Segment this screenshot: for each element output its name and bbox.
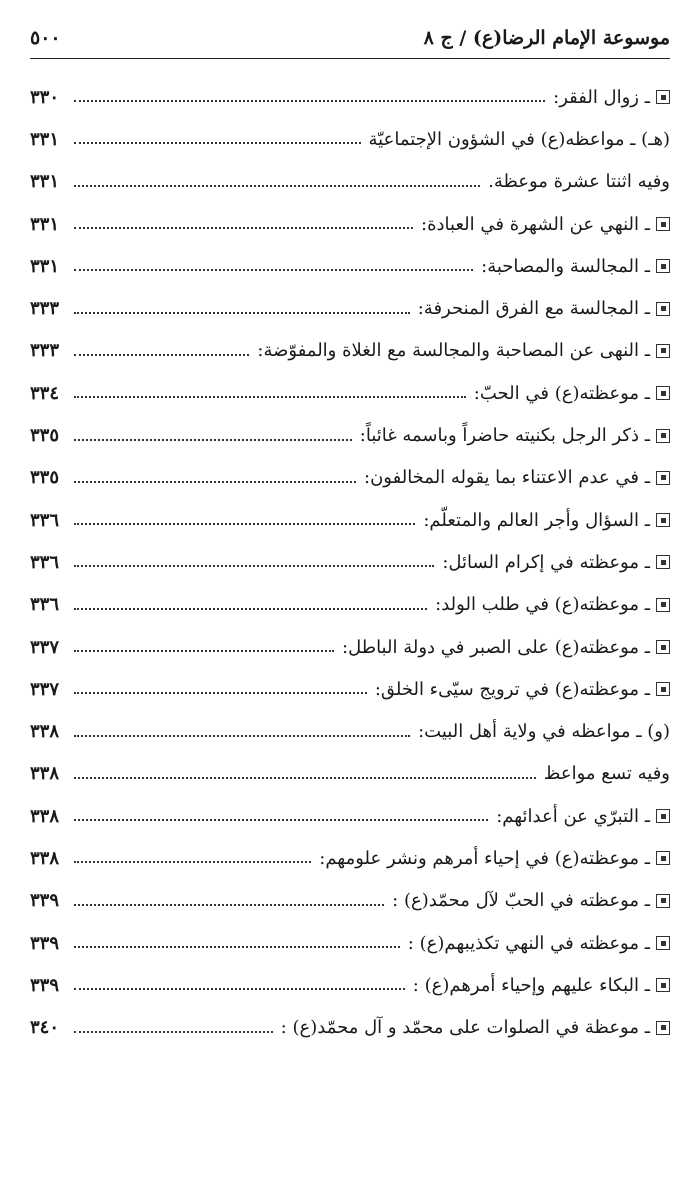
- toc-entry-page: ٣٣٨: [30, 847, 60, 869]
- square-bullet-icon: [656, 513, 670, 527]
- toc-entry-title: ـ موعظته(ع) في ترويج سيّىء الخلق:: [374, 678, 650, 700]
- dot-leader: [74, 777, 536, 779]
- toc-entry-title: (هـ) ـ مواعظه(ع) في الشؤون الإجتماعيّة: [368, 128, 670, 150]
- square-bullet-icon: [656, 217, 670, 231]
- dot-leader: [74, 185, 480, 187]
- toc-entry-page: ٣٣٨: [30, 763, 60, 785]
- toc-entry-page: ٣٣٥: [30, 467, 60, 489]
- toc-entry-page: ٣٣١: [30, 128, 60, 150]
- toc-entry-page: ٣٣٣: [30, 340, 60, 362]
- toc-entry-title: ـ موعظته في الحبّ لآل محمّد(ع) :: [392, 890, 650, 912]
- toc-entry-title: ـ ذكر الرجل بكنيته حاضراً وباسمه غائباً:: [359, 425, 650, 447]
- dot-leader: [74, 904, 384, 906]
- toc-entry-page: ٣٣٦: [30, 509, 60, 531]
- square-bullet-icon: [656, 809, 670, 823]
- toc-entry: [30, 330, 670, 372]
- dot-leader: [74, 481, 356, 483]
- dot-leader: [74, 735, 410, 737]
- toc-entry-title: ـ السؤال وأجر العالم والمتعلّم:: [423, 509, 650, 531]
- toc-entry-page: ٣٣٦: [30, 594, 60, 616]
- toc-entry: [30, 710, 670, 752]
- toc-entry: [30, 541, 670, 583]
- toc-entry-page: ٣٣٨: [30, 721, 60, 743]
- toc-entry-title: ـ موعظته(ع) في إحياء أمرهم ونشر علومهم:: [319, 847, 650, 869]
- toc-entry: [30, 964, 670, 1006]
- toc-entry-title: ـ في عدم الاعتناء بما يقوله المخالفون:: [364, 467, 650, 489]
- table-of-contents: [30, 76, 670, 1049]
- toc-entry-title: ـ موعظته في النهي تكذيبهم(ع) :: [407, 932, 650, 954]
- toc-entry: [30, 499, 670, 541]
- toc-entry-page: ٣٣١: [30, 213, 60, 235]
- toc-entry-title: ـ البكاء عليهم وإحياء أمرهم(ع) :: [412, 974, 650, 996]
- toc-entry-page: ٣٣١: [30, 171, 60, 193]
- toc-entry-title: ـ النهى عن المصاحبة والمجالسة مع الغلاة والمفوّضة:: [257, 340, 650, 362]
- dot-leader: [74, 819, 488, 821]
- toc-entry: [30, 668, 670, 710]
- toc-entry-title: ـ موعظته في إكرام السائل:: [442, 551, 650, 573]
- dot-leader: [74, 354, 249, 356]
- toc-entry-title: (و) ـ مواعظه في ولاية أهل البيت:: [418, 721, 670, 743]
- toc-entry-page: ٣٣٨: [30, 805, 60, 827]
- toc-entry: [30, 118, 670, 160]
- toc-entry: [30, 414, 670, 456]
- toc-entry-page: ٣٣٥: [30, 425, 60, 447]
- dot-leader: [74, 227, 413, 229]
- page-number: ٥٠٠: [30, 27, 61, 49]
- dot-leader: [74, 396, 466, 398]
- dot-leader: [74, 269, 473, 271]
- dot-leader: [74, 692, 367, 694]
- toc-entry-page: ٣٣٧: [30, 678, 60, 700]
- square-bullet-icon: [656, 302, 670, 316]
- toc-entry: [30, 626, 670, 668]
- toc-entry-title: ـ النهي عن الشهرة في العبادة:: [421, 213, 650, 235]
- toc-entry-title: وفيه تسع مواعظ: [543, 763, 670, 785]
- toc-entry: [30, 837, 670, 879]
- toc-entry: [30, 76, 670, 118]
- square-bullet-icon: [656, 90, 670, 104]
- toc-entry-title: ـ موعظة في الصلوات على محمّد و آل محمّد(ع) :: [280, 1017, 650, 1039]
- square-bullet-icon: [656, 640, 670, 654]
- toc-entry-title: ـ التبرّي عن أعدائهم:: [496, 805, 650, 827]
- square-bullet-icon: [656, 1021, 670, 1035]
- toc-entry: [30, 880, 670, 922]
- toc-entry-page: ٣٣٧: [30, 636, 60, 658]
- toc-entry: [30, 795, 670, 837]
- square-bullet-icon: [656, 471, 670, 485]
- toc-entry-page: ٣٤٠: [30, 1017, 60, 1039]
- square-bullet-icon: [656, 682, 670, 696]
- toc-entry: [30, 372, 670, 414]
- dot-leader: [74, 946, 400, 948]
- toc-entry: [30, 584, 670, 626]
- dot-leader: [74, 100, 545, 102]
- toc-entry-page: ٣٣٩: [30, 974, 60, 996]
- dot-leader: [74, 523, 415, 525]
- dot-leader: [74, 439, 352, 441]
- toc-entry-title: ـ المجالسة والمصاحبة:: [481, 255, 650, 277]
- page-header: [30, 18, 670, 59]
- toc-entry-page: ٣٣٩: [30, 932, 60, 954]
- toc-entry-page: ٣٣١: [30, 255, 60, 277]
- square-bullet-icon: [656, 936, 670, 950]
- dot-leader: [74, 312, 410, 314]
- toc-entry-title: ـ موعظته(ع) في طلب الولد:: [435, 594, 650, 616]
- dot-leader: [74, 1031, 273, 1033]
- toc-entry: [30, 161, 670, 203]
- square-bullet-icon: [656, 429, 670, 443]
- toc-entry: [30, 922, 670, 964]
- square-bullet-icon: [656, 386, 670, 400]
- toc-entry-title: ـ زوال الفقر:: [553, 86, 650, 108]
- toc-entry-page: ٣٣٦: [30, 551, 60, 573]
- toc-entry-page: ٣٣٩: [30, 890, 60, 912]
- square-bullet-icon: [656, 598, 670, 612]
- dot-leader: [74, 565, 434, 567]
- toc-entry: [30, 753, 670, 795]
- dot-leader: [74, 988, 405, 990]
- dot-leader: [74, 142, 361, 144]
- toc-entry: [30, 203, 670, 245]
- square-bullet-icon: [656, 555, 670, 569]
- toc-entry-page: ٣٣٠: [30, 86, 60, 108]
- square-bullet-icon: [656, 978, 670, 992]
- toc-entry-page: ٣٣٣: [30, 298, 60, 320]
- dot-leader: [74, 608, 427, 610]
- square-bullet-icon: [656, 259, 670, 273]
- toc-entry-title: ـ المجالسة مع الفرق المنحرفة:: [417, 298, 650, 320]
- toc-entry: [30, 287, 670, 329]
- dot-leader: [74, 861, 311, 863]
- dot-leader: [74, 650, 334, 652]
- toc-entry-title: ـ موعظته(ع) على الصبر في دولة الباطل:: [342, 636, 650, 658]
- toc-entry-page: ٣٣٤: [30, 382, 60, 404]
- toc-entry: [30, 1007, 670, 1049]
- toc-entry: [30, 457, 670, 499]
- toc-entry: [30, 245, 670, 287]
- toc-entry-title: وفيه اثنتا عشرة موعظة.: [488, 171, 670, 193]
- square-bullet-icon: [656, 851, 670, 865]
- toc-entry-title: ـ موعظته(ع) في الحبّ:: [473, 382, 650, 404]
- square-bullet-icon: [656, 344, 670, 358]
- running-title: موسوعة الإمام الرضا(ع) / ج ٨: [423, 27, 670, 49]
- square-bullet-icon: [656, 894, 670, 908]
